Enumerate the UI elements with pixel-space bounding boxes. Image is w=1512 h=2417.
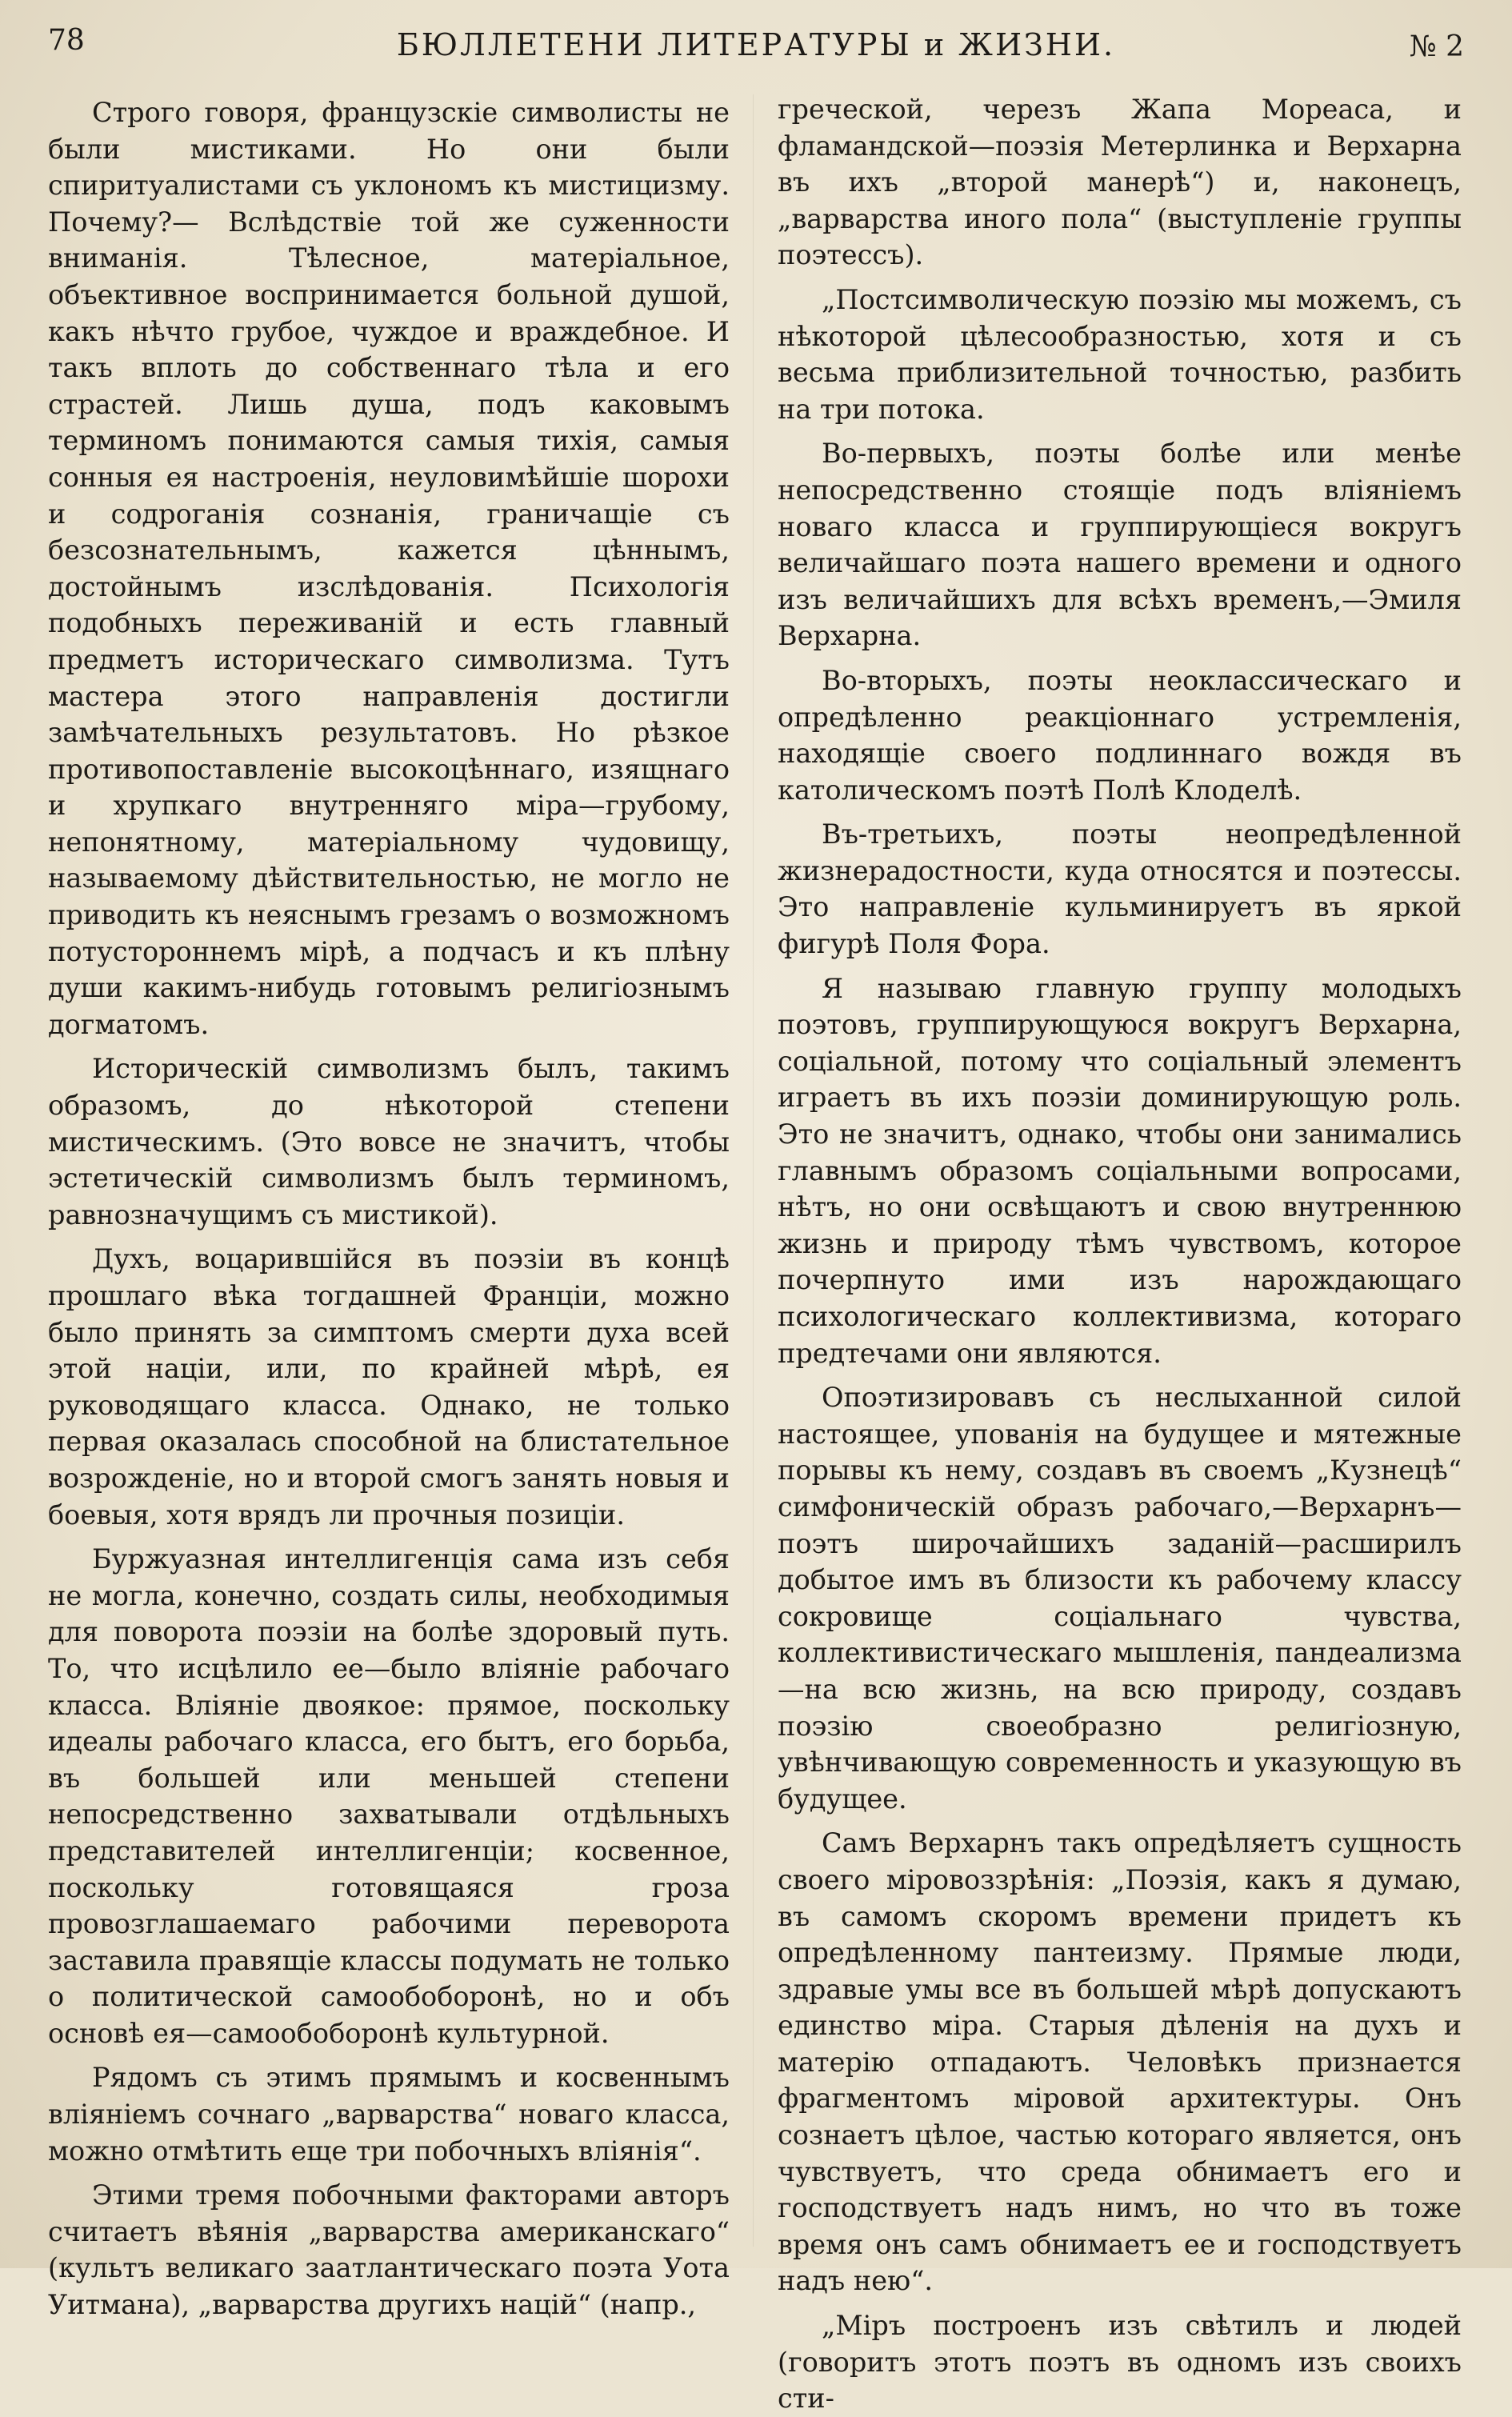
paragraph: Во-вторыхъ, поэты неоклассическаго и опредѣленно реакціоннаго устремленія, находящіе своего подлиннаго вождя въ католическомъ поэтѣ Полѣ Клоделѣ. <box>778 664 1462 806</box>
paragraph: „Постсимволическую поэзію мы можемъ, съ нѣкоторой цѣлесообразностью, хотя и съ весьма приблизительной точностью, разбить на три потока. <box>778 283 1462 425</box>
paragraph: Этими тремя побочными факторами авторъ считаетъ вѣянія „варварства американскаго“ (культъ великаго заатлантическаго поэта Уота Уитмана), „варварства другихъ націй“ (напр., <box>48 2179 730 2321</box>
paragraph: Во-первыхъ, поэты болѣе или менѣе непосредственно стоящіе подъ вліяніемъ новаго класса и группирующіеся вокругъ величайшаго поэта нашего времени и одного изъ величайшихъ для всѣхъ временъ,—Эмиля Верхарна. <box>778 438 1462 652</box>
paragraph: Строго говоря, французскіе символисты не были мистиками. Но они были спиритуалистами съ уклономъ къ мистицизму. Почему?— Вслѣдствіе той же суженности вниманія. Тѣлесное, матеріальное, объективное воспринимается больной душой, какъ нѣчто грубое, чуждое и враждебное. И такъ вплоть до собственнаго тѣла и его страстей. Лишь душа, подъ каковымъ терминомъ понимаются самыя тихія, самыя сонныя ея настроенія, неуловимѣйшіе шорохи и содроганія сознанія, граничащіе съ безсознательнымъ, кажется цѣннымъ, достойнымъ изслѣдованія. Психологія подобныхъ переживаній и есть главный предметъ историческаго символизма. Тутъ мастера этого направленія достигли замѣчательныхъ результатовъ. Но рѣзкое противопоставленіе высокоцѣннаго, изящнаго и хрупкаго внутренняго міра—грубому, непонятному, матеріальному чудовищу, называемому дѣйствительностью, не могло не приводить къ неяснымъ грезамъ о возможномъ потустороннемъ мірѣ, а подчасъ и къ плѣну души какимъ-нибудь готовымъ религіознымъ догматомъ. <box>48 97 730 1040</box>
paragraph-continued: греческой, черезъ Жапа Мореаса, и фламандской—поэзія Метерлинка и Верхарна въ ихъ „второй манерѣ“) и, наконецъ, „варварства иного пола“ (выступленіе группы поэтессъ). <box>778 94 1462 271</box>
page-header <box>48 24 1464 72</box>
paragraph: Я называю главную группу молодыхъ поэтовъ, группирующуюся вокругъ Верхарна, соціальной, потому что соціальный элементъ играетъ въ ихъ поэзіи доминирующую роль. Это не значитъ, однако, чтобы они занимались главнымъ образомъ соціальными вопросами, нѣтъ, но они освѣщаютъ и свою внутреннюю жизнь и природу тѣмъ чувствомъ, которое почерпнуто ими изъ нарождающаго психологическаго коллективизма, котораго предтечами они являются. <box>778 972 1462 1369</box>
left-column <box>48 94 730 2321</box>
paragraph: Опоэтизировавъ съ неслыханной силой настоящее, упованія на будущее и мятежные порывы къ нему, создавъ въ своемъ „Кузнецѣ“ симфоническій образъ рабочаго,—Верхарнъ— поэтъ широчайшихъ заданій—расширилъ добытое имъ въ близости къ рабочему классу сокровище соціальнаго чувства, коллективистическаго мышленія, пандеализма—на всю жизнь, на всю природу, создавъ поэзію своеобразно религіозную, увѣнчивающую современность и указующую въ будущее. <box>778 1382 1462 1815</box>
paragraph: „Міръ построенъ изъ свѣтилъ и людей (говоритъ этотъ поэтъ въ одномъ изъ своихъ сти- <box>778 2310 1462 2415</box>
running-title: БЮЛЛЕТЕНИ ЛИТЕРАТУРЫ и ЖИЗНИ. <box>396 27 1116 62</box>
issue-number: № 2 <box>1409 30 1464 63</box>
paragraph: Рядомъ съ этимъ прямымъ и косвеннымъ вліяніемъ сочнаго „варварства“ новаго класса, можно отмѣтить еще три побочныхъ вліянія“. <box>48 2062 730 2167</box>
paragraph: Буржуазная интеллигенція сама изъ себя не могла, конечно, создать силы, необходимыя для поворота поэзіи на болѣе здоровый путь. То, что исцѣлило ее—было вліяніе рабочаго класса. Вліяніе двоякое: прямое, поскольку идеалы рабочаго класса, его бытъ, его борьба, въ большей или меньшей степени непосредственно захватывали отдѣльныхъ представителей интеллигенціи; косвенное, поскольку готовящаяся гроза провозглашаемаго рабочими переворота заставила правящіе классы подумать не только о политической самообоборонѣ, но и объ основѣ ея—самообоборонѣ культурной. <box>48 1543 730 2049</box>
page-number: 78 <box>48 24 85 57</box>
paragraph: Историческій символизмъ былъ, такимъ образомъ, до нѣкоторой степени мистическимъ. (Это вовсе не значитъ, чтобы эстетическій символизмъ былъ терминомъ, равнозначущимъ съ мистикой). <box>48 1053 730 1231</box>
paragraph: Духъ, воцарившійся въ поэзіи въ концѣ прошлаго вѣка тогдашней Франціи, можно было принять за симптомъ смерти духа всей этой націи, или, по крайней мѣрѣ, ея руководящаго класса. Однако, не только первая оказалась способной на блистательное возрожденіе, но и второй смогъ занять новыя и боевыя, хотя врядъ ли прочныя позиціи. <box>48 1243 730 1531</box>
column-divider <box>753 94 754 2247</box>
paragraph: Самъ Верхарнъ такъ опредѣляетъ сущность своего міровоззрѣнія: „Поэзія, какъ я думаю, въ самомъ скоромъ времени придетъ къ опредѣленному пантеизму. Прямые люди, здравые умы все въ большей мѣрѣ допускаютъ единство міра. Старыя дѣленія на духъ и матерію отпадаютъ. Человѣкъ признается фрагментомъ міровой архитектуры. Онъ сознаетъ цѣлое, частью котораго является, онъ чувствуетъ, что среда обнимаетъ его и господствуетъ надъ нимъ, но что въ тоже время онъ самъ обнимаетъ ее и господствуетъ надъ нею“. <box>778 1827 1462 2297</box>
right-column <box>778 91 1462 2415</box>
paragraph: Въ-третьихъ, поэты неопредѣленной жизнерадостности, куда относятся и поэтессы. Это направленіе кульминируетъ въ яркой фигурѣ Поля Фора. <box>778 818 1462 960</box>
